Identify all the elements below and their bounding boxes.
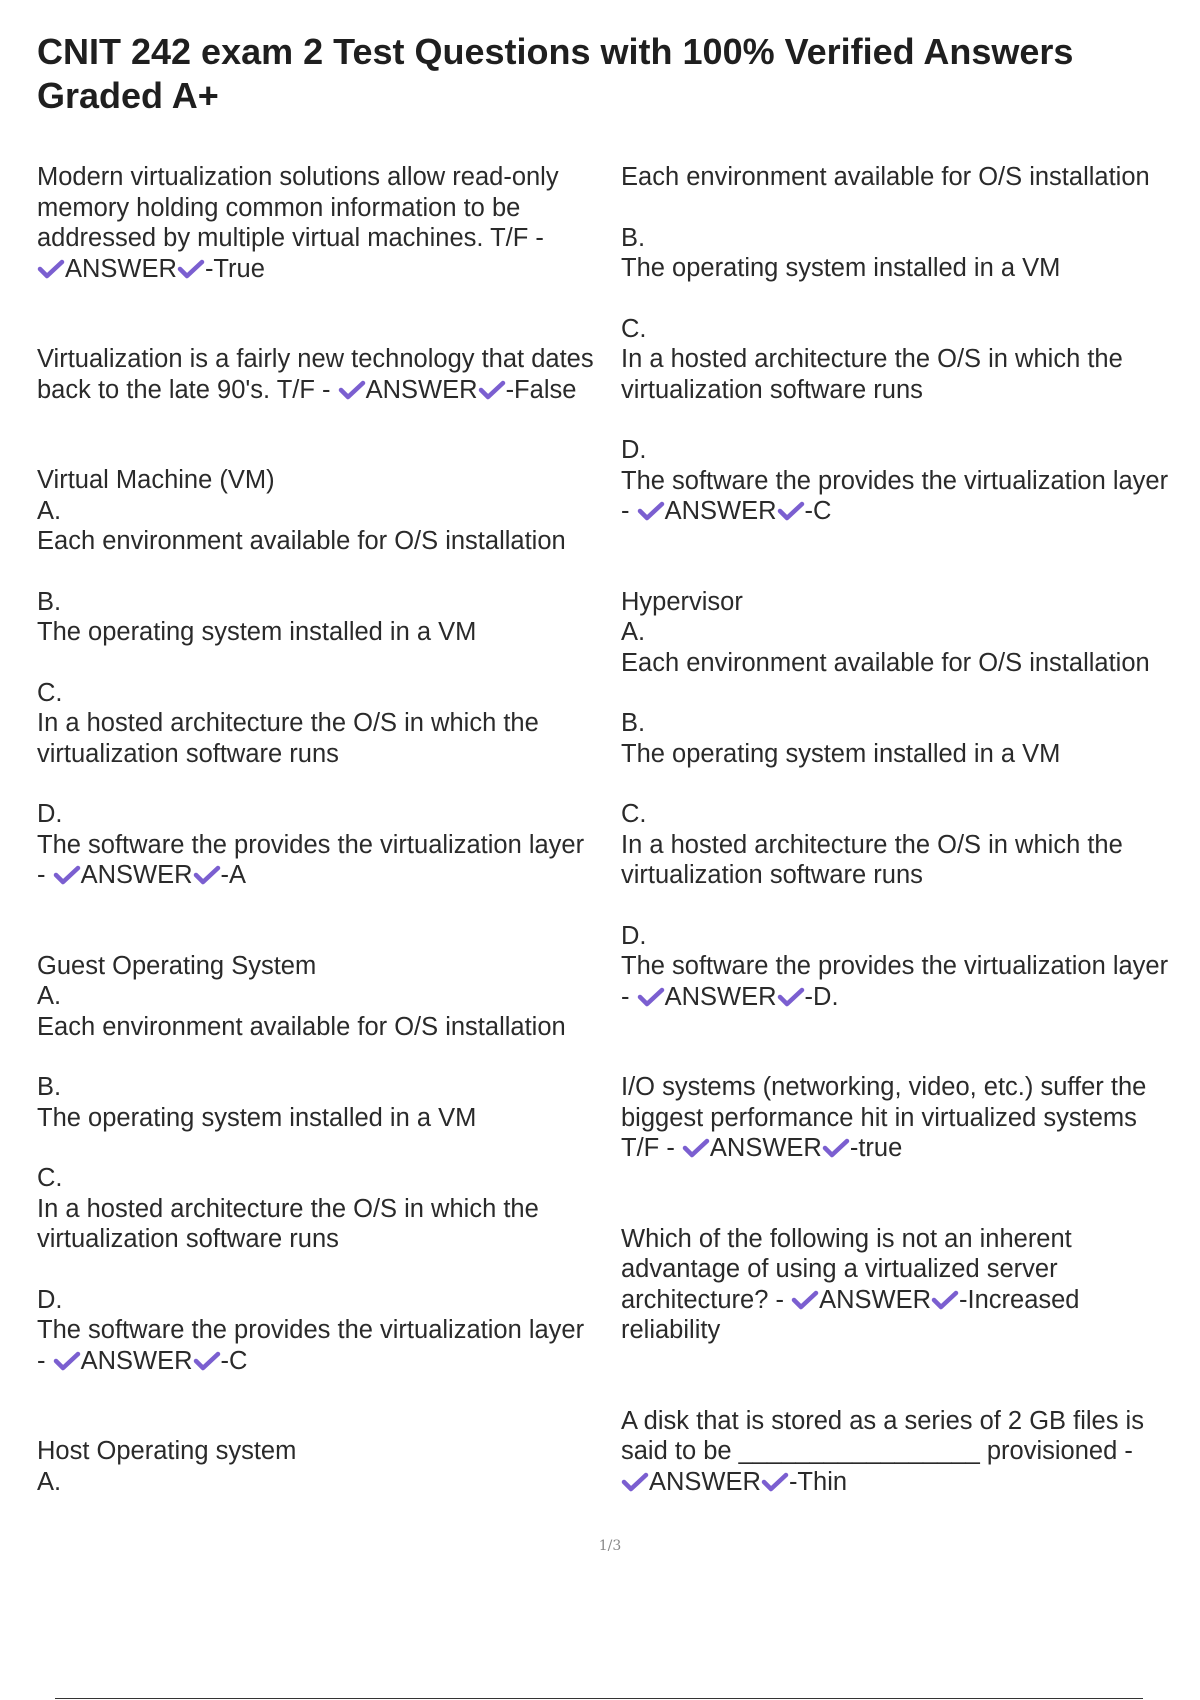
question-6: Hypervisor A. Each environment available for O/S installation B. The operating system installed in a VM C. In a hosted architecture the O/S in which the virtualization software runs D. The software the provides the virtualization layer - ANSWER -D.	[621, 587, 1169, 1011]
answer-value: -Increased	[959, 1285, 1080, 1314]
check-icon	[637, 985, 665, 1007]
check-icon	[193, 1349, 221, 1371]
question-1: Modern virtualization solutions allow read-only memory holding common information to be addressed by multiple virtual machines. T/F - ANSWER -True	[37, 163, 559, 283]
check-icon	[177, 257, 205, 279]
left-column	[37, 162, 612, 1497]
page-number: 1/3	[598, 1538, 622, 1554]
check-icon	[53, 863, 81, 885]
check-icon	[682, 1136, 710, 1158]
check-icon	[777, 985, 805, 1007]
answer-value: -True	[204, 254, 265, 283]
check-icon	[791, 1288, 819, 1310]
question-2: Virtualization is a fairly new technology that dates back to the late 90's. T/F - ANSWER -False	[37, 345, 594, 404]
answer-value: -true	[849, 1134, 903, 1162]
right-column	[621, 162, 1193, 1497]
check-icon	[37, 257, 65, 279]
question-7: I/O systems (networking, video, etc.) suffer the biggest performance hit in virtualized systems T/F - ANSWER -true	[621, 1073, 1147, 1162]
answer-value: -C	[804, 497, 832, 525]
check-icon	[193, 863, 221, 885]
answer-value: -A	[220, 861, 247, 889]
check-icon	[338, 378, 366, 400]
check-icon	[478, 378, 506, 400]
answer-value: -Thin	[788, 1467, 848, 1496]
question-8: Which of the following is not an inherent advantage of using a virtualized server architecture? - ANSWER -Increased reliability	[621, 1224, 1080, 1344]
question-5-continued: Each environment available for O/S installation B. The operating system installed in a VM C. In a hosted architecture the O/S in which the virtualization software runs D. The software the provides the virtualization layer - ANSWER -C	[621, 163, 1169, 525]
question-4: Guest Operating System A. Each environment available for O/S installation B. The operating system installed in a VM C. In a hosted architecture the O/S in which the virtualization software runs D. The software the provides the virtualization layer - ANSWER -C	[37, 951, 585, 1375]
question-3: Virtual Machine (VM) A. Each environment available for O/S installation B. The operating system installed in a VM C. In a hosted architecture the O/S in which the virtualization software runs D. The software the provides the virtualization layer - ANSWER -A	[37, 466, 585, 889]
question-9: A disk that is stored as a series of 2 GB files is said to be _________________ provisioned - ANSWER -Thin	[621, 1406, 1144, 1496]
answer-value: -False	[505, 375, 577, 404]
answer-value: -D.	[804, 982, 839, 1011]
check-icon	[53, 1349, 81, 1371]
check-icon	[822, 1136, 850, 1158]
page-divider	[55, 1698, 1143, 1699]
answer-value: -C	[220, 1346, 248, 1375]
question-5: Host Operating system A.	[37, 1437, 297, 1496]
check-icon	[777, 499, 805, 521]
check-icon	[637, 499, 665, 521]
check-icon	[761, 1470, 789, 1492]
check-icon	[931, 1288, 959, 1310]
document-title: CNIT 242 exam 2 Test Questions with 100% Verified Answers Graded A+	[37, 31, 1074, 116]
check-icon	[621, 1470, 649, 1492]
